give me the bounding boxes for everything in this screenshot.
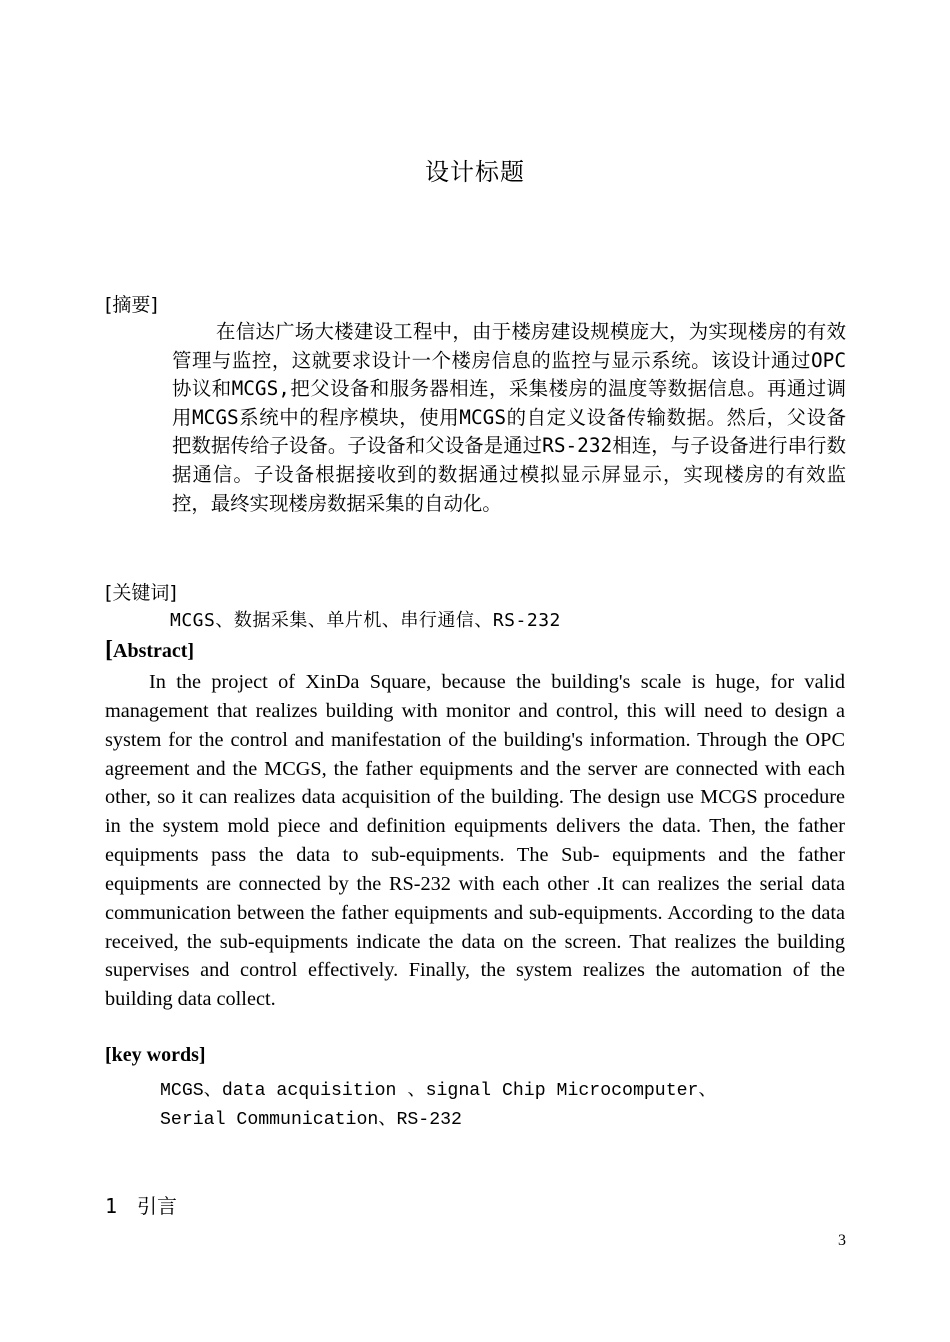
page-title: 设计标题	[425, 158, 525, 186]
cn-keywords-body: MCGS、数据采集、单片机、串行通信、RS-232	[170, 610, 561, 631]
en-abstract-heading-text: Abstract]	[113, 640, 195, 662]
en-keywords-line-2: Serial Communication、RS-232	[160, 1110, 462, 1130]
en-keywords-line-1: MCGS、data acquisition 、signal Chip Microcomputer、	[160, 1081, 717, 1101]
section-number: 1	[105, 1194, 118, 1218]
en-abstract-heading	[105, 637, 194, 664]
cn-abstract-heading: [摘要]	[105, 294, 158, 316]
cn-keywords-heading: [关键词]	[105, 582, 177, 604]
page-number: 3	[838, 1232, 846, 1249]
section-heading	[105, 1190, 177, 1219]
en-abstract-body: In the project of XinDa Square, because the building's scale is huge, for valid management that realizes building with monitor and control, this will need to design a system for the control and manifestation of the building's information. Through the OPC agreement and the MCGS, the father equipments and the server are connected with each other, so it can realizes data acquisition of the building. The design use MCGS procedure in the system mold piece and definition equipments delivers the data. Then, the father equipments pass the data to sub-equipments. The Sub- equipments and the father equipments are connected by the RS-232 with each other .It can realizes the serial data communication between the father equipments and sub-equipments. According to the data received, the sub-equipments indicate the data on the screen. That realizes the building supervises and control effectively. Finally, the system realizes the automation of the building data collect.	[105, 671, 845, 1011]
en-keywords-body	[160, 1077, 717, 1135]
cn-abstract-body: 在信达广场大楼建设工程中，由于楼房建设规模庞大，为实现楼房的有效管理与监控，这就要求设计一个楼房信息的监控与显示系统。该设计通过OPC协议和MCGS,把父设备和服务器相连，采集楼房的温度等数据信息。再通过调用MCGS系统中的程序模块，使用MCGS的自定义设备传输数据。然后，父设备把数据传给子设备。子设备和父设备是通过RS-232相连，与子设备进行串行数据通信。子设备根据接收到的数据通过模拟显示屏显示，实现楼房的有效监控，最终实现楼房数据采集的自动化。	[172, 320, 846, 515]
en-keywords-heading: [key words]	[105, 1044, 206, 1066]
section-title: 引言	[137, 1194, 178, 1218]
en-abstract-heading-bracket: [	[105, 637, 113, 663]
